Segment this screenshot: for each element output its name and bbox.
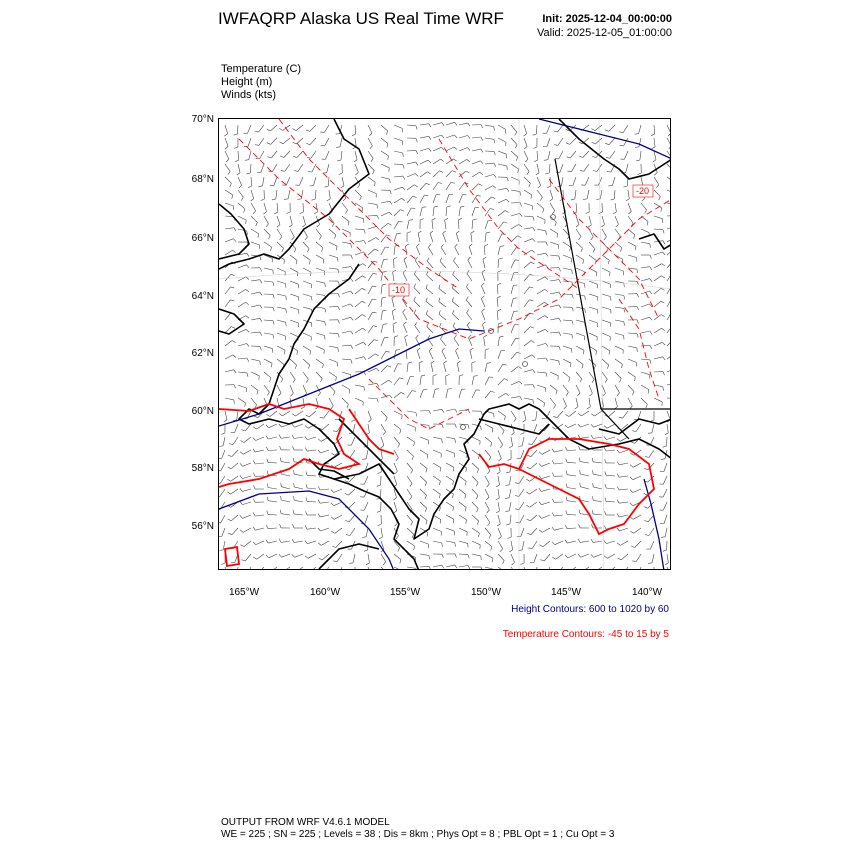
lon-label-160: 160°W — [309, 587, 341, 598]
lat-label-64: 64°N — [191, 291, 214, 302]
field-winds-label: Winds (kts) — [221, 89, 276, 101]
lat-label-62: 62°N — [191, 348, 214, 359]
lon-label-150: 150°W — [470, 587, 502, 598]
lon-label-140: 140°W — [631, 587, 663, 598]
lat-label-56: 56°N — [191, 521, 214, 532]
model-info: OUTPUT FROM WRF V4.6.1 MODEL — [221, 817, 390, 828]
lat-label-70: 70°N — [191, 114, 214, 125]
contour-label-minus10: -10 — [392, 285, 406, 295]
wind-barb-flag — [670, 158, 671, 161]
temperature-contours-legend: Temperature Contours: -45 to 15 by 5 — [502, 629, 669, 640]
valid-time: Valid: 2025-12-05_01:00:00 — [537, 27, 672, 39]
lon-label-145: 145°W — [550, 587, 582, 598]
lat-label-66: 66°N — [191, 233, 214, 244]
lat-label-58: 58°N — [191, 463, 214, 474]
chart-title: IWFAQRP Alaska US Real Time WRF — [218, 9, 504, 28]
lat-label-68: 68°N — [191, 174, 214, 185]
model-params: WE = 225 ; SN = 225 ; Levels = 38 ; Dis = 8km ; Phys Opt = 8 ; PBL Opt = 1 ; Cu Opt = 3 — [221, 829, 615, 840]
field-temperature-label: Temperature (C) — [221, 63, 302, 75]
contour-label-minus20: -20 — [636, 186, 650, 196]
field-height-label: Height (m) — [221, 76, 273, 88]
lat-label-60: 60°N — [191, 406, 214, 417]
height-contours-legend: Height Contours: 600 to 1020 by 60 — [511, 604, 669, 615]
lon-label-165: 165°W — [228, 587, 260, 598]
lon-label-155: 155°W — [389, 587, 421, 598]
init-time: Init: 2025-12-04_00:00:00 — [542, 13, 672, 25]
map-panel — [218, 118, 671, 570]
